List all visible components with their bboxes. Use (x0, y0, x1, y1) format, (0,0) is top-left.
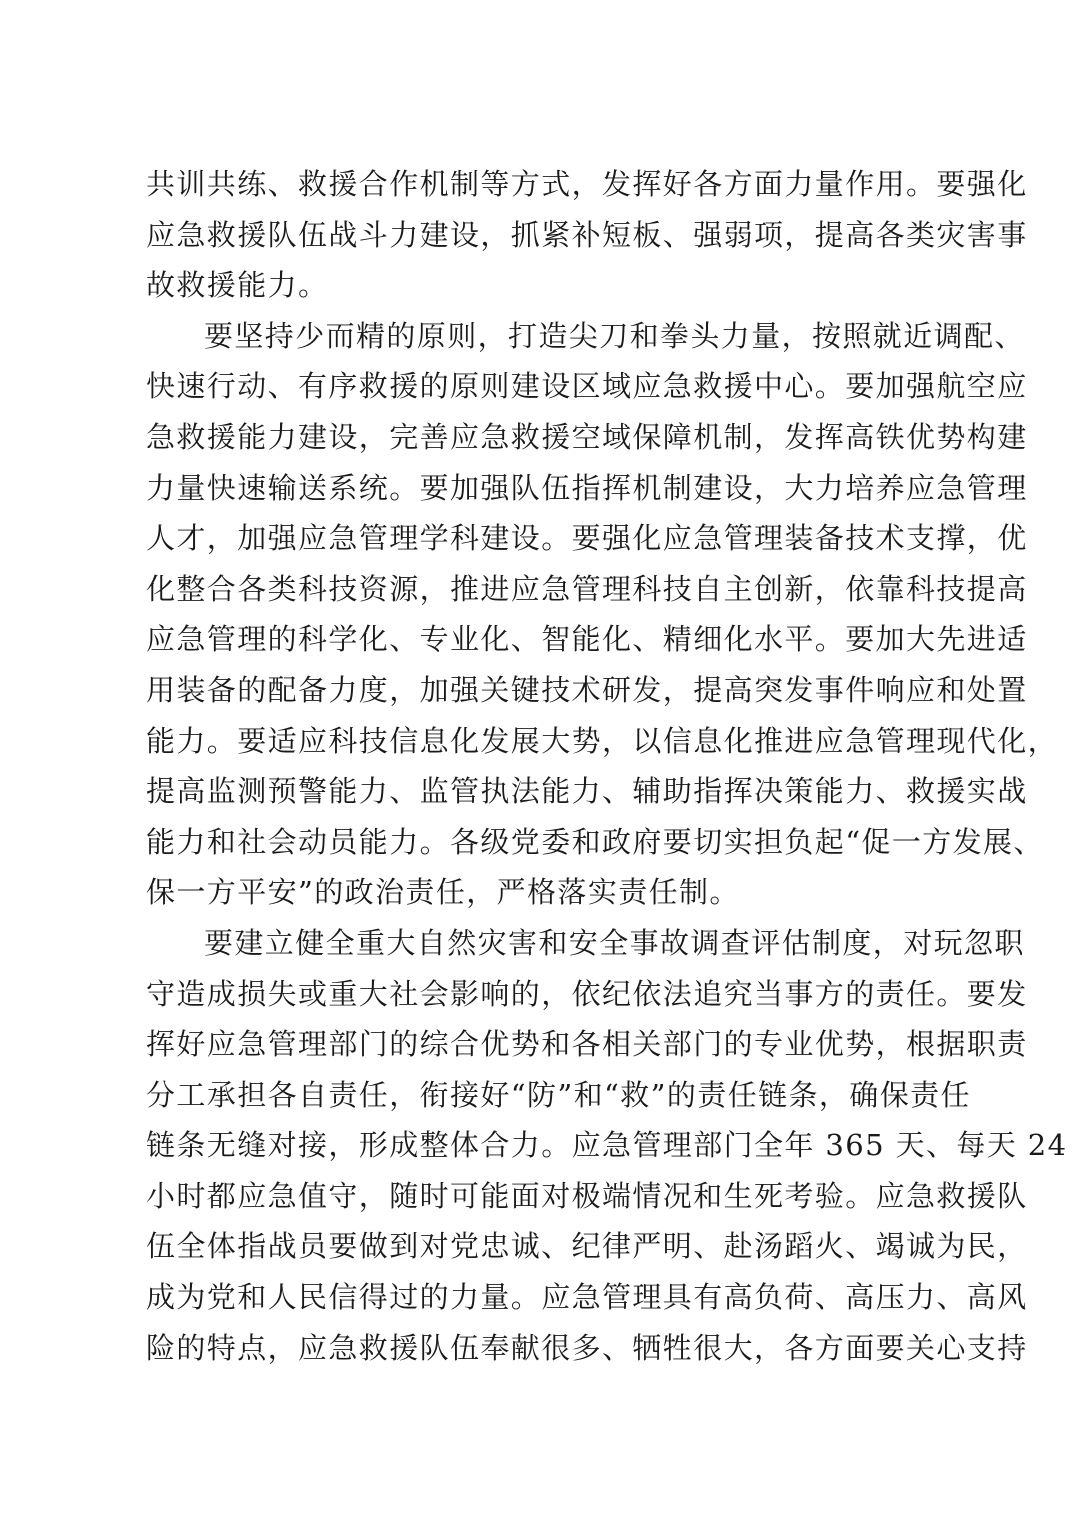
text-line: 能力和社会动员能力。各级党委和政府要切实担负起“促一方发展、 (146, 824, 1044, 859)
text-line: 急救援能力建设，完善应急救援空域保障机制，发挥高铁优势构建 (146, 419, 1028, 454)
text-line: 快速行动、有序救援的原则建设区域应急救援中心。要加强航空应 (146, 369, 1028, 404)
text-line: 保一方平安”的政治责任，严格落实责任制。 (146, 875, 740, 910)
text-line: 力量快速输送系统。要加强队伍指挥机制建设，大力培养应急管理 (146, 470, 1028, 505)
text-line: 伍全体指战员要做到对党忠诚、纪律严明、赴汤蹈火、竭诚为民， (146, 1229, 1028, 1264)
text-line: 能力。要适应科技信息化发展大势，以信息化推进应急管理现代化， (146, 723, 1059, 758)
text-line: 小时都应急值守，随时可能面对极端情况和生死考验。应急救援队 (146, 1178, 1028, 1213)
text-line: 用装备的配备力度，加强关键技术研发，提高突发事件响应和处置 (146, 672, 1028, 707)
text-line: 应急管理的科学化、专业化、智能化、精细化水平。要加大先进适 (146, 622, 1028, 657)
text-line: 挥好应急管理部门的综合优势和各相关部门的专业优势，根据职责 (146, 1027, 1028, 1062)
text-line: 险的特点，应急救援队伍奉献很多、牺牲很大，各方面要关心支持 (146, 1330, 1028, 1365)
text-line: 守造成损失或重大社会影响的，依纪依法追究当事方的责任。要发 (146, 976, 1028, 1011)
text-line: 成为党和人民信得过的力量。应急管理具有高负荷、高压力、高风 (146, 1280, 1028, 1315)
text-line: 要建立健全重大自然灾害和安全事故调查评估制度，对玩忽职 (204, 925, 1025, 960)
text-line: 人才，加强应急管理学科建设。要强化应急管理装备技术支撑，优 (146, 521, 1028, 556)
text-line: 化整合各类科技资源，推进应急管理科技自主创新，依靠科技提高 (146, 571, 1028, 606)
text-line: 应急救援队伍战斗力建设，抓紧补短板、强弱项，提高各类灾害事 (146, 217, 1028, 252)
document-body (146, 159, 1068, 1373)
text-line: 故救援能力。 (146, 268, 329, 303)
text-line: 要坚持少而精的原则，打造尖刀和拳头力量，按照就近调配、 (204, 318, 1025, 353)
text-line: 共训共练、救援合作机制等方式，发挥好各方面力量作用。要强化 (146, 167, 1028, 201)
text-line: 链条无缝对接，形成整体合力。应急管理部门全年 365 天、每天 24 (146, 1128, 1068, 1163)
text-line: 提高监测预警能力、监管执法能力、辅助指挥决策能力、救援实战 (146, 774, 1028, 809)
text-line: 分工承担各自责任，衔接好“防”和“救”的责任链条，确保责任 (146, 1077, 971, 1112)
